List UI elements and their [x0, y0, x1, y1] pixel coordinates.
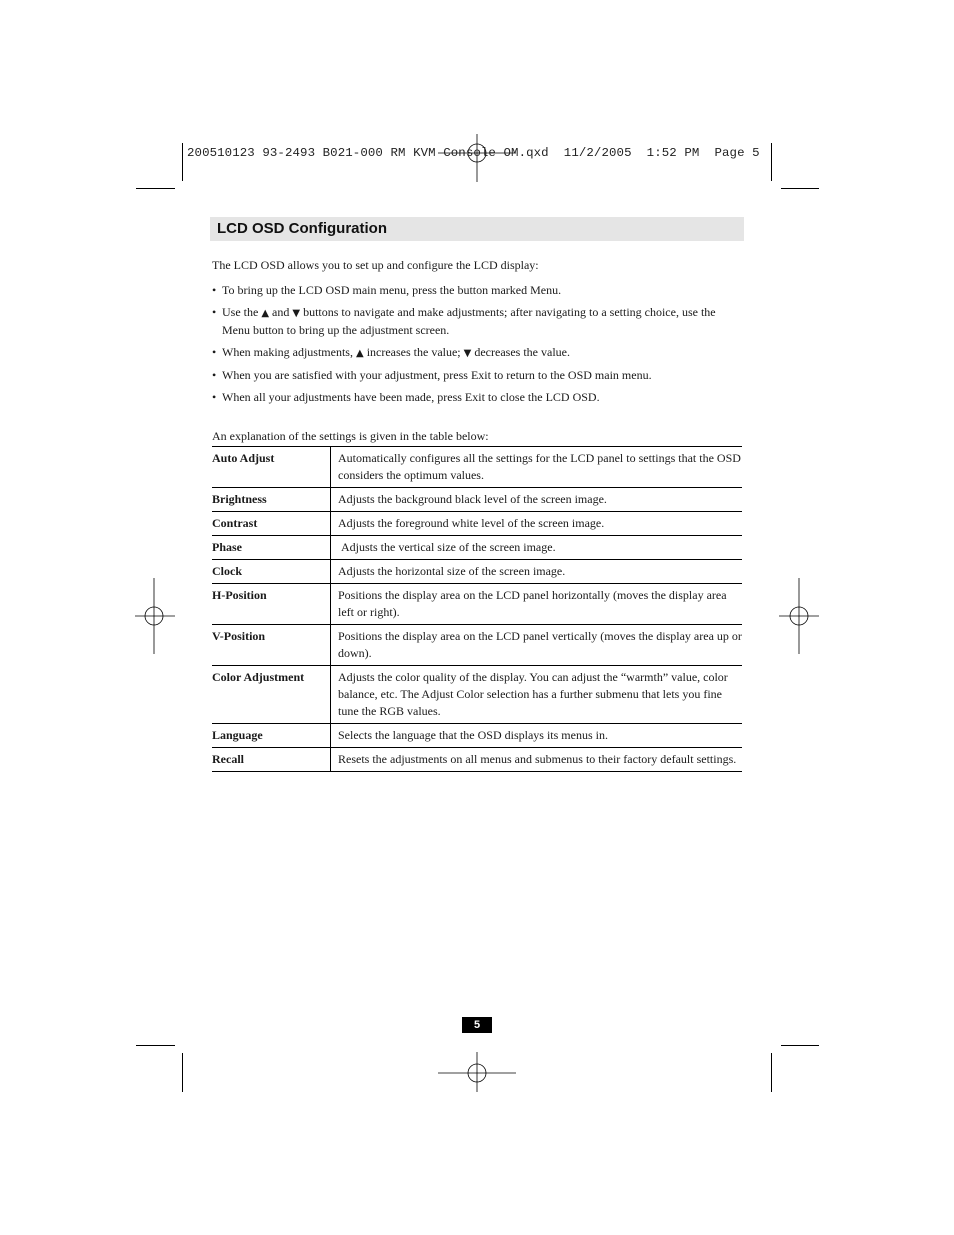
setting-term: Auto Adjust	[212, 447, 331, 488]
intro-lead: The LCD OSD allows you to set up and configure the LCD display:	[212, 258, 539, 272]
instruction-text: When you are satisfied with your adjustment, press Exit to return to the OSD main menu.	[222, 368, 652, 382]
setting-description: Adjusts the foreground white level of the screen image.	[331, 512, 743, 536]
setting-description: Selects the language that the OSD displays its menus in.	[331, 724, 743, 748]
crop-mark-top-right-vertical	[771, 143, 772, 181]
table-row	[212, 666, 742, 724]
table-caption: An explanation of the settings is given in the table below:	[212, 429, 489, 443]
print-slug-line: 200510123 93-2493 B021-000 RM KVM Console OM.qxd 11/2/2005 1:52 PM Page 5	[187, 146, 760, 160]
registration-mark-right	[779, 578, 819, 654]
table-row	[212, 584, 742, 625]
crop-mark-top-right-horizontal	[781, 188, 819, 189]
setting-term: Clock	[212, 560, 331, 584]
instruction-item	[212, 282, 742, 299]
down-arrow-icon: ▼	[463, 348, 472, 359]
crop-mark-top-left-vertical	[182, 143, 183, 181]
crop-mark-bottom-right-vertical	[771, 1053, 772, 1092]
instruction-item	[212, 389, 742, 406]
page-number: 5	[462, 1017, 492, 1033]
table-row	[212, 536, 742, 560]
setting-term: Color Adjustment	[212, 666, 331, 724]
table-row	[212, 512, 742, 536]
crop-mark-bottom-right-horizontal	[781, 1045, 819, 1046]
instruction-item	[212, 344, 742, 362]
setting-term: Phase	[212, 536, 331, 560]
setting-term: H-Position	[212, 584, 331, 625]
instruction-item	[212, 367, 742, 384]
registration-mark-bottom	[438, 1052, 516, 1092]
section-title: LCD OSD Configuration	[217, 220, 387, 237]
table-row	[212, 748, 742, 772]
settings-table-section	[212, 428, 742, 772]
setting-term: Recall	[212, 748, 331, 772]
setting-term: V-Position	[212, 625, 331, 666]
down-arrow-icon: ▼	[292, 308, 301, 319]
registration-mark-left	[135, 578, 175, 654]
settings-table	[212, 446, 742, 772]
setting-term: Brightness	[212, 488, 331, 512]
setting-description: Adjusts the background black level of the screen image.	[331, 488, 743, 512]
instruction-text: and	[269, 305, 293, 319]
intro-section	[212, 257, 742, 411]
table-row	[212, 488, 742, 512]
table-row	[212, 625, 742, 666]
instruction-text: increases the value;	[363, 345, 464, 359]
instruction-item	[212, 304, 742, 339]
setting-description: Adjusts the horizontal size of the screen image.	[331, 560, 743, 584]
crop-mark-top-left-horizontal	[136, 188, 175, 189]
instruction-list	[212, 282, 742, 406]
setting-description: Positions the display area on the LCD panel vertically (moves the display area up or down).	[331, 625, 743, 666]
setting-description: Positions the display area on the LCD panel horizontally (moves the display area left or right).	[331, 584, 743, 625]
crop-mark-bottom-left-horizontal	[136, 1045, 175, 1046]
setting-description: Automatically configures all the settings for the LCD panel to settings that the OSD considers the optimum values.	[331, 447, 743, 488]
instruction-text: decreases the value.	[471, 345, 570, 359]
setting-term: Language	[212, 724, 331, 748]
section-header	[210, 217, 744, 241]
table-row	[212, 447, 742, 488]
up-arrow-icon: ▲	[355, 348, 364, 359]
setting-description: Adjusts the vertical size of the screen image.	[331, 536, 743, 560]
crop-mark-bottom-left-vertical	[182, 1053, 183, 1092]
up-arrow-icon: ▲	[261, 308, 270, 319]
instruction-text: To bring up the LCD OSD main menu, press the button marked Menu.	[222, 283, 562, 297]
instruction-text: When making adjustments,	[222, 345, 356, 359]
setting-description: Resets the adjustments on all menus and submenus to their factory default settings.	[331, 748, 743, 772]
instruction-text: When all your adjustments have been made, press Exit to close the LCD OSD.	[222, 390, 600, 404]
instruction-text: buttons to navigate and make adjustments; after navigating to a setting choice, use the Menu button to bring up the adjustment screen.	[222, 305, 716, 337]
instruction-text: Use the	[222, 305, 262, 319]
table-row	[212, 724, 742, 748]
setting-description: Adjusts the color quality of the display. You can adjust the “warmth” value, color balance, etc. The Adjust Color selection has a further submenu that lets you fine tune the RGB values.	[331, 666, 743, 724]
table-row	[212, 560, 742, 584]
setting-term: Contrast	[212, 512, 331, 536]
